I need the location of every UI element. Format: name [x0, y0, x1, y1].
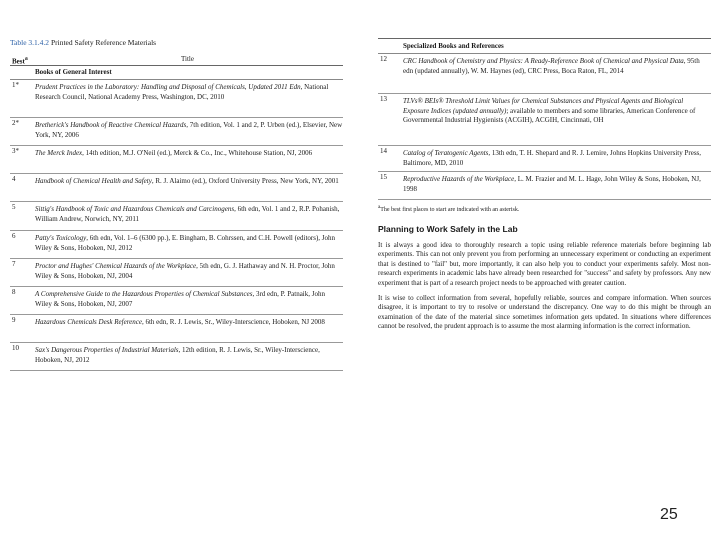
row-reference [35, 80, 343, 117]
row-reference [35, 202, 343, 230]
table-row [10, 287, 343, 315]
table-row [378, 54, 711, 94]
reference-title: Sittig's Handbook of Toxic and Hazardous Chemicals and Carcinogens [35, 205, 235, 213]
reference-table-right [378, 38, 711, 200]
specialized-rows [378, 54, 711, 200]
reference-details: , 5th edn, G. J. Hathaway and N. H. Proctor, John Wiley & Sons, Hoboken, NJ, 2004 [35, 262, 335, 280]
reference-title: Sax's Dangerous Properties of Industrial Materials [35, 346, 179, 354]
reference-title: Hazardous Chemicals Desk Reference [35, 318, 142, 326]
table-row [378, 94, 711, 146]
table-row [10, 80, 343, 118]
reference-title: Patty's Toxicology [35, 234, 87, 242]
reference-title: A Comprehensive Guide to the Hazardous Properties of Chemical Substances [35, 290, 253, 298]
general-rows [10, 80, 343, 371]
reference-details: , 6th edn, Vol. 1–6 (6300 pp.), E. Bingham, B. Cohrssen, and C.H. Powell (editors), John Wiley & Sons, Hoboken, NJ, 2012 [35, 234, 336, 252]
row-reference [403, 172, 711, 199]
row-number: 5 [12, 203, 16, 211]
reference-details: , 14th edition, M.J. O'Neil (ed.), Merck & Co., Inc., Whitehouse Station, NJ, 2006 [82, 149, 313, 157]
table-row [10, 343, 343, 371]
row-number: 4 [12, 175, 16, 183]
row-number: 1* [12, 81, 19, 89]
reference-details: ; available to members and some libraries, American Conference of Governmental Industrial Hygienists (ACGIH), ACGIH, Cincinnati, OH [403, 106, 696, 125]
row-number: 7 [12, 260, 16, 268]
row-reference [35, 174, 343, 201]
reference-details: , 95th edn (updated annually), W. M. Haynes (ed), CRC Press, Boca Raton, FL, 2014 [403, 57, 700, 75]
reference-title: TLVs® BEIs® Threshold Limit Values for Chemical Substances and Physical Agents and Biological Exposure Indices (updated annually) [403, 97, 684, 115]
col-best: Best$^a$ [12, 56, 28, 66]
reference-title: Prudent Practices in the Laboratory: Handling and Disposal of Chemicals, Updated 2011 Edn [35, 83, 301, 91]
reference-title: Catalog of Teratogenic Agents [403, 149, 489, 157]
row-number: 15 [380, 173, 387, 181]
table-row [10, 202, 343, 231]
row-reference [35, 231, 343, 258]
table-caption [10, 38, 343, 48]
table-row [10, 174, 343, 202]
reference-title: Proctor and Hughes' Chemical Hazards of the Workplace [35, 262, 197, 270]
reference-details: , National Research Council, National Academy Press, Washington, DC, 2010 [35, 83, 329, 101]
row-reference [35, 343, 343, 370]
reference-details: , 13th edn, T. H. Shepard and R. J. Lemire, Johns Hopkins University Press, Baltimore, MD, 2010 [403, 149, 702, 167]
table-footnote: $^a$The best first places to start are indicated with an asterisk. [378, 205, 520, 213]
reference-details: , 6th edn, Vol. 1 and 2, R.P. Pohanish, William Andrew, Norwich, NY, 2011 [35, 205, 340, 223]
planning-heading: Planning to Work Safely in the Lab [378, 224, 518, 234]
row-reference [35, 259, 343, 286]
row-number: 8 [12, 288, 16, 296]
reference-title: Bretherick's Handbook of Reactive Chemical Hazards [35, 121, 187, 129]
table-row [378, 172, 711, 200]
row-number: 2* [12, 119, 19, 127]
section-specialized: Specialized Books and References [378, 39, 711, 54]
row-reference [35, 118, 343, 145]
table-header [10, 53, 343, 65]
planning-paragraph-1: It is always a good idea to thoroughly research a topic using reliable reference materials before beginning lab experiments. This can not only prevent you from performing an unnecessary experiment or conducting an experiment that is destined to "fail" but, more importantly, it can also help you to conduct your experiments safely. Most non-research experiments in academic labs have already been researched for "success" and safety by professors. Any new experiment that is part of a research project needs to be approached with greater caution. [378, 241, 711, 287]
row-reference [403, 146, 711, 171]
reference-details: , R. J. Alaimo (ed.), Oxford University Press, New York, NY, 2001 [151, 177, 339, 185]
reference-details: , L. M. Frazier and M. L. Hage, John Wiley & Sons, Hoboken, NJ, 1998 [403, 175, 701, 193]
row-number: 12 [380, 55, 387, 63]
table-row [378, 146, 711, 172]
row-reference [403, 94, 711, 145]
row-number: 13 [380, 95, 387, 103]
page-number: 25 [660, 506, 678, 523]
row-reference [35, 287, 343, 314]
reference-details: , 3rd edn, P. Patnaik, John Wiley & Sons, Hoboken, NJ, 2007 [35, 290, 325, 308]
col-title: Title [181, 55, 194, 63]
planning-paragraph-2: It is wise to collect information from several, hopefully reliable, sources and compare information. When sources disagree, it is important to try to resolve or understand the discrepancy. One way to do this might be through an examination of the date of the material since sometimes information gets updated. In situations where differences cannot be resolved, the prudent approach is to assume the most alarming information is the correct information. [378, 294, 711, 331]
row-number: 9 [12, 316, 16, 324]
reference-table-left [10, 38, 343, 378]
row-reference [35, 315, 343, 342]
table-row [10, 118, 343, 146]
section-general-interest: Books of General Interest [10, 65, 343, 80]
table-row [10, 259, 343, 287]
table-label: Table 3.1.4.2 [10, 38, 50, 47]
table-row [10, 231, 343, 259]
reference-title: CRC Handbook of Chemistry and Physics: A Ready-Reference Book of Chemical and Physical Data [403, 57, 684, 65]
reference-details: , 12th edition, R. J. Lewis, Sr., Wiley-Interscience, Hoboken, NJ, 2012 [35, 346, 320, 364]
right-column [378, 38, 711, 332]
row-number: 10 [12, 344, 19, 352]
row-number: 3* [12, 147, 19, 155]
row-number: 6 [12, 232, 16, 240]
table-title: Printed Safety Reference Materials [50, 38, 157, 47]
reference-title: Handbook of Chemical Health and Safety [35, 177, 152, 185]
row-reference [35, 146, 343, 173]
row-number: 14 [380, 147, 387, 155]
reference-details: , 6th edn, R. J. Lewis, Sr., Wiley-Interscience, Hoboken, NJ 2008 [141, 318, 325, 326]
row-reference [403, 54, 711, 93]
reference-title: Reproductive Hazards of the Workplace [403, 175, 515, 183]
reference-title: The Merck Index [35, 149, 83, 157]
table-row [10, 146, 343, 174]
reference-details: , 7th edition, Vol. 1 and 2, P. Urben (ed.), Elsevier, New York, NY, 2006 [35, 121, 343, 139]
table-row [10, 315, 343, 343]
